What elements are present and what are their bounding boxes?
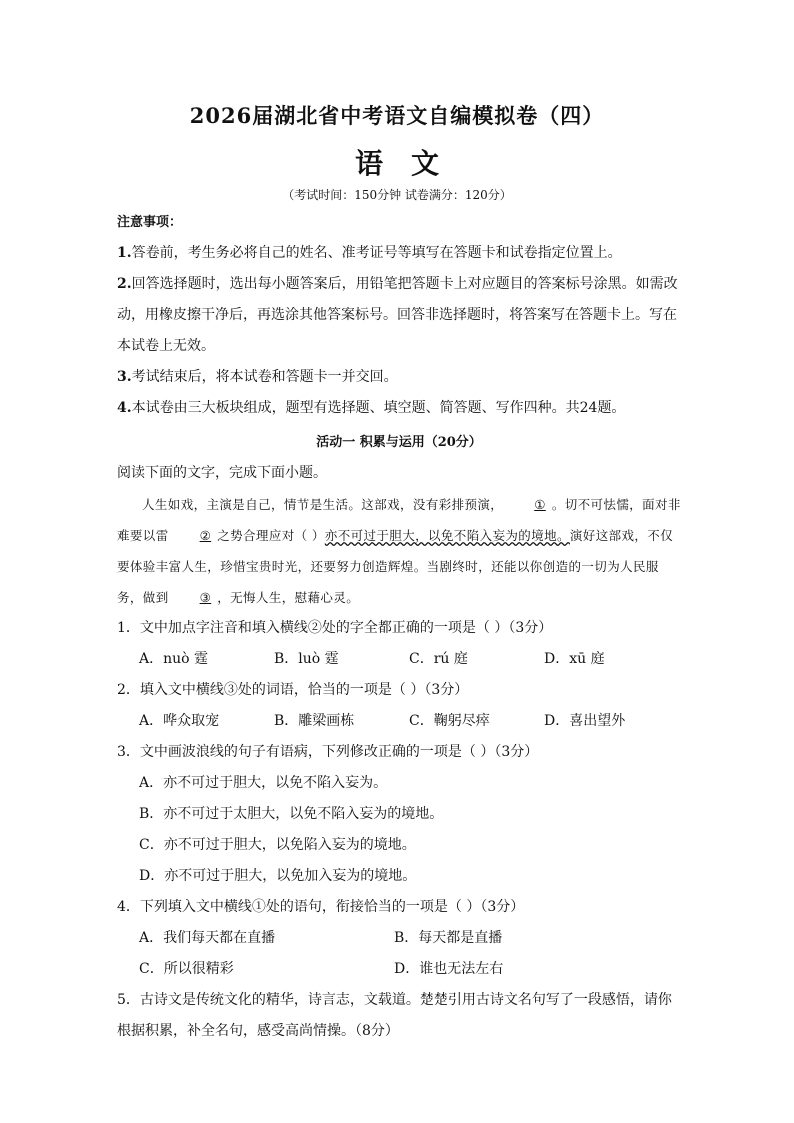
option-c: C．rú 庭 bbox=[409, 651, 468, 667]
reading-instruction: 阅读下面的文字，完成下面小题。 bbox=[117, 465, 327, 481]
option-b: B．luò 霆 bbox=[274, 651, 339, 667]
option-a: A．亦不可过于胆大，以免不陷入妄为。 bbox=[139, 775, 388, 791]
question-2-options bbox=[117, 706, 681, 737]
question-3-stem: 3．文中画波浪线的句子有语病，下列修改正确的一项是（ ）（3分） bbox=[117, 744, 539, 760]
option-d: D．xū 庭 bbox=[544, 651, 605, 667]
exam-info: （考试时间：150分钟 试卷满分：120分） bbox=[282, 188, 512, 202]
notice-item: 1.答卷前，考生务必将自己的姓名、准考证号等填写在答题卡和试卷指定位置上。 bbox=[117, 245, 622, 261]
notice-item: 4.本试卷由三大板块组成，题型有选择题、填空题、简答题、写作四种。共24题。 bbox=[117, 400, 626, 416]
notice-item: 3.考试结束后，将本试卷和答题卡一并交回。 bbox=[117, 369, 398, 385]
option-d: D．谁也无法左右 bbox=[394, 961, 504, 977]
question-1-stem: 1．文中加点字注音和填入横线②处的字全都正确的一项是（ ）（3分） bbox=[117, 620, 553, 636]
question-1-options bbox=[117, 644, 681, 675]
section-heading: 活动一 积累与运用（20分） bbox=[316, 435, 482, 450]
exam-content bbox=[117, 210, 681, 1047]
option-a: A．nuò 霆 bbox=[139, 651, 209, 667]
question-4-options-row2 bbox=[117, 954, 681, 985]
blank-2: ② bbox=[199, 528, 212, 543]
option-a: A．我们每天都在直播 bbox=[139, 930, 276, 946]
wavy-sentence: 亦不可过于胆大，以免不陷入妄为的境地。 bbox=[324, 528, 570, 543]
option-c: C．亦不可过于胆大，以免陷入妄为的境地。 bbox=[139, 837, 416, 853]
exam-title: 2026届湖北省中考语文自编模拟卷（四） bbox=[189, 103, 605, 128]
subject-title: 语文 bbox=[354, 147, 467, 180]
option-c: C．鞠躬尽瘁 bbox=[409, 713, 490, 729]
blank-3: ③ bbox=[199, 590, 212, 605]
question-5-stem: 5．古诗文是传统文化的精华，诗言志，文载道。楚楚引用古诗文名句写了一段感悟，请你根据积累，补全名句，感受高尚情操。（8分） bbox=[117, 992, 672, 1039]
question-2-stem: 2．填入文中横线③处的词语，恰当的一项是（ ）（3分） bbox=[117, 682, 469, 698]
option-b: B．亦不可过于太胆大，以免不陷入妄为的境地。 bbox=[139, 806, 444, 822]
option-b: B．雕梁画栋 bbox=[274, 713, 355, 729]
notice-item: 2.回答选择题时，选出每小题答案后，用铅笔把答题卡上对应题目的答案标号涂黑。如需改动，用橡皮擦干净后，再选涂其他答案标号。回答非选择题时，将答案写在答题卡上。写在本试卷上无效。 bbox=[117, 276, 678, 354]
blank-1: ① bbox=[534, 497, 546, 512]
reading-passage: 人生如戏，主演是自己，情节是生活。这部戏，没有彩排预演， ① 。切不可怯懦，面对非难要以雷 ② 之势合理应对（ ）亦不可过于胆大，以免不陷入妄为的境地。演好这部戏，不仅要体验丰富人生，珍惜宝贵时光，还要努力创造辉煌。当剧终时，还能以你创造的一切为人民服务，做到 ③ ，无悔人生，慰藉心灵。 bbox=[117, 489, 681, 613]
question-4-stem: 4．下列填入文中横线①处的语句，衔接恰当的一项是（ ）（3分） bbox=[117, 899, 525, 915]
option-d: D．亦不可过于胆大，以免加入妄为的境地。 bbox=[139, 868, 417, 884]
option-d: D．喜出望外 bbox=[544, 713, 626, 729]
option-a: A．哗众取宠 bbox=[139, 713, 220, 729]
option-b: B．每天都是直播 bbox=[394, 930, 503, 946]
notice-heading: 注意事项： bbox=[117, 215, 183, 230]
question-4-options-row1 bbox=[117, 923, 681, 954]
option-c: C．所以很精彩 bbox=[139, 961, 234, 977]
